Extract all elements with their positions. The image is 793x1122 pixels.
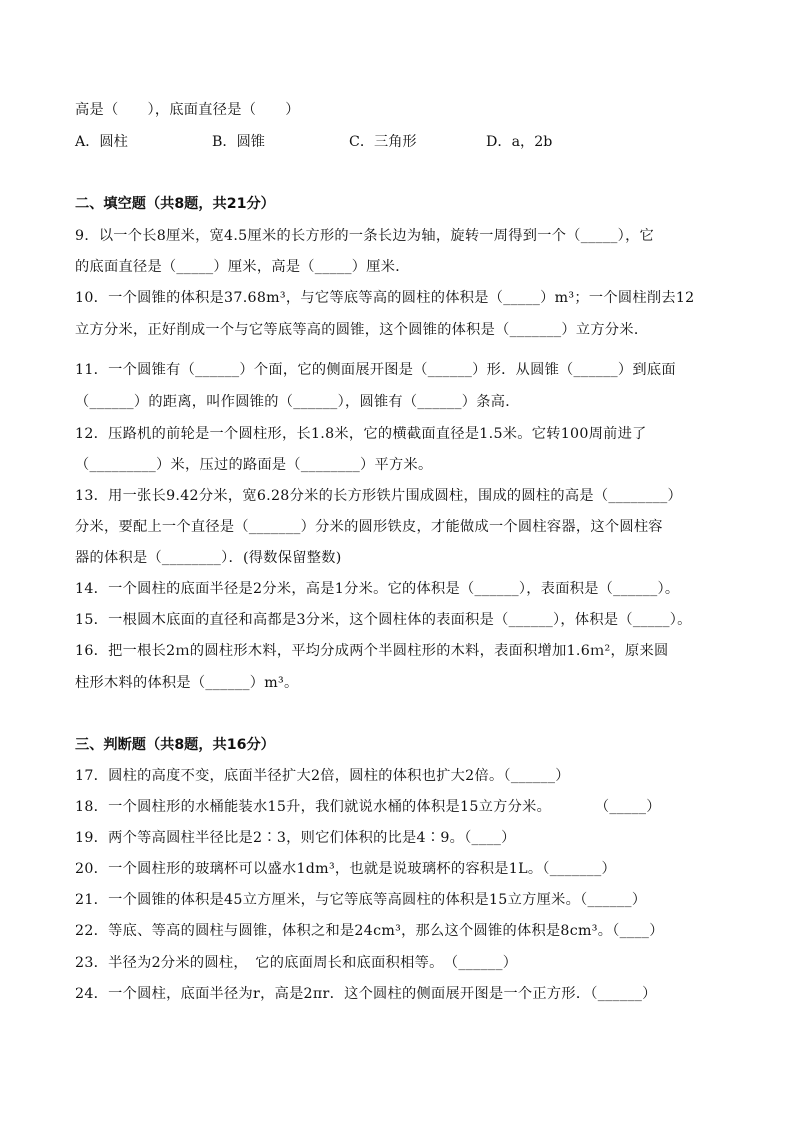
section-3-title: 三、判断题（共8题，共16分） (75, 737, 275, 753)
q21-line: 21．一个圆锥的体积是45立方厘米，与它等底等高圆柱的体积是15立方厘米。（______） (75, 892, 647, 908)
q10-line-2: 立方分米，正好削成一个与它等底等高的圆锥，这个圆锥的体积是（_______）立方分米． (75, 322, 649, 338)
option-d: D．a，2b (486, 134, 553, 150)
q22-line: 22．等底、等高的圆柱与圆锥，体积之和是24cm³，那么这个圆锥的体积是8cm³。（____） (75, 923, 664, 939)
q12-line-2: （_________）米，压过的路面是（________）平方米。 (75, 457, 433, 473)
q15-line: 15．一根圆木底面的直径和高都是3分米，这个圆柱体的表面积是（______），体积是（_____）。 (75, 612, 692, 628)
q12-line-1: 12．压路机的前轮是一个圆柱形，长1.8米，它的横截面直径是1.5米。它转100周前进了 (75, 426, 647, 442)
option-a: A．圆柱 (75, 134, 128, 150)
q14-line: 14．一个圆柱的底面半径是2分米，高是1分米。它的体积是（______），表面积是（______）。 (75, 581, 680, 597)
q10-line-1: 10．一个圆锥的体积是37.68m³，与它等底等高的圆柱的体积是（_____）m³；一个圆柱削去12 (75, 290, 695, 306)
option-b: B．圆锥 (212, 134, 265, 150)
q19-line: 19．两个等高圆柱半径比是2∶3，则它们体积的比是4∶9。（____） (75, 830, 516, 846)
q11-line-1: 11．一个圆锥有（______）个面，它的侧面展开图是（______）形．从圆锥（______）到底面 (75, 362, 676, 378)
q13-line-3: 器的体积是（________）．(得数保留整数) (75, 550, 342, 566)
q11-line-2: （______）的距离，叫作圆锥的（______），圆锥有（______）条高． (75, 394, 520, 410)
q9-line-1: 9．以一个长8厘米，宽4.5厘米的长方形的一条长边为轴，旋转一周得到一个（_____），它 (75, 228, 655, 244)
question-8-tail: 高是（ ），底面直径是（ ） (75, 102, 300, 118)
q18-line: 18．一个圆柱形的水桶能装水15升，我们就说水桶的体积是15立方分米。 （_____） (75, 799, 661, 815)
q24-line: 24．一个圆柱，底面半径为r，高是2πr．这个圆柱的侧面展开图是一个正方形．（______） (75, 986, 657, 1002)
section-2-title: 二、填空题（共8题，共21分） (75, 196, 275, 212)
q9-line-2: 的底面直径是（_____）厘米，高是（_____）厘米． (75, 259, 410, 275)
q17-line: 17．圆柱的高度不变，底面半径扩大2倍，圆柱的体积也扩大2倍。（______） (75, 768, 570, 784)
q13-line-1: 13．用一张长9.42分米，宽6.28分米的长方形铁片围成圆柱，围成的圆柱的高是（________） (75, 488, 682, 504)
option-c: C．三角形 (349, 134, 417, 150)
q20-line: 20．一个圆柱形的玻璃杯可以盛水1dm³，也就是说玻璃杯的容积是1L。（_______） (75, 861, 616, 877)
q16-line-1: 16．把一根长2ｍ的圆柱形木料，平均分成两个半圆柱形的木料，表面积增加1.6ｍ²，原来圆 (75, 643, 669, 659)
q16-line-2: 柱形木料的体积是（______）m³。 (75, 675, 299, 691)
q23-line: 23．半径为2分米的圆柱， 它的底面周长和底面积相等。 （______） (75, 955, 518, 971)
q13-line-2: 分米，要配上一个直径是（_______）分米的圆形铁皮，才能做成一个圆柱容器，这个圆柱容 (75, 519, 663, 535)
